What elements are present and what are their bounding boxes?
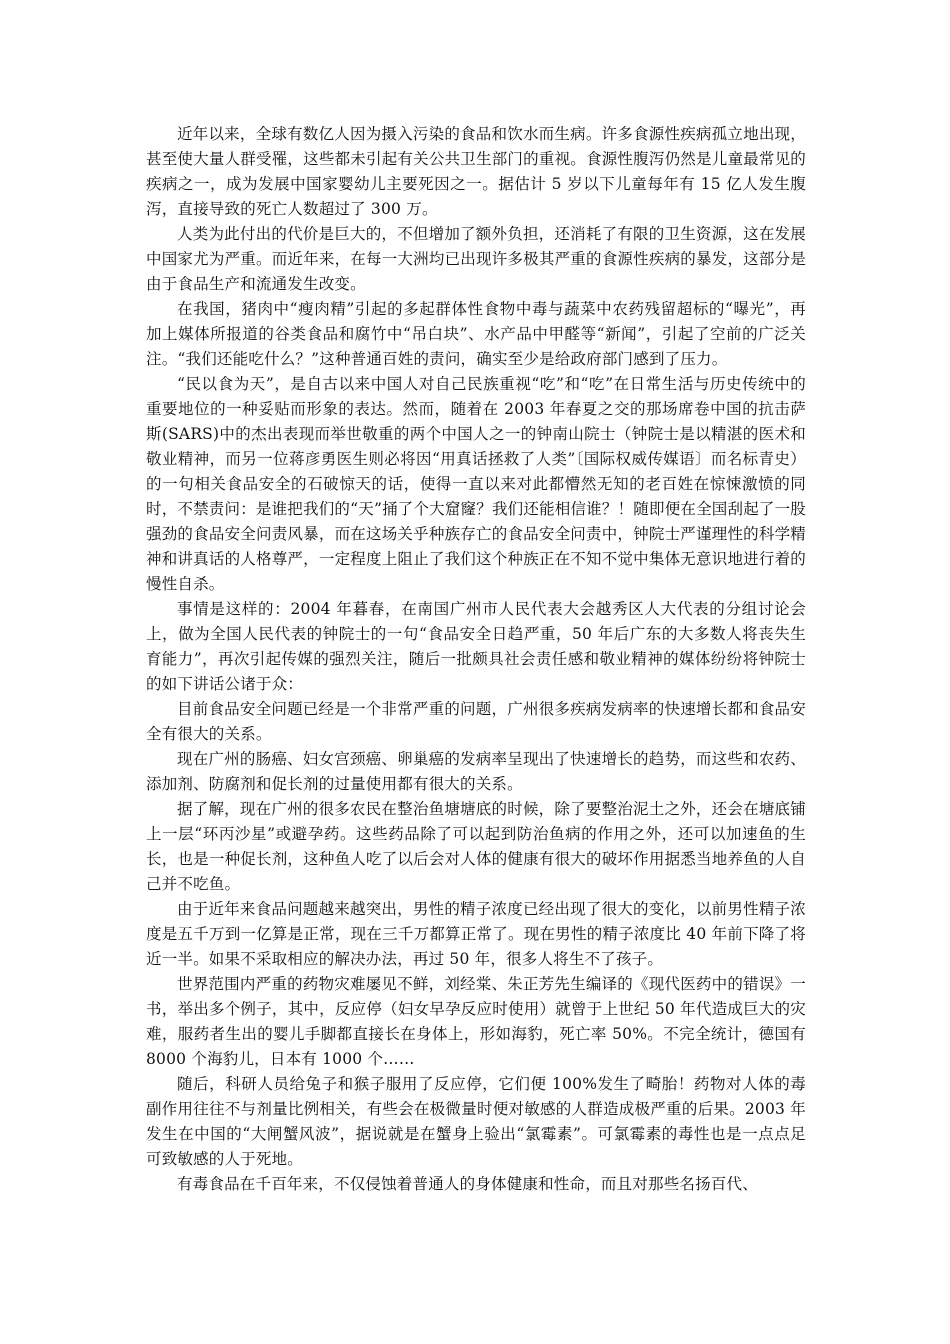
paragraph-5: 事情是这样的：2004 年暮春，在南国广州市人民代表大会越秀区人大代表的分组讨论会上，做为全国人民代表的钟院士的一句“食品安全日趋严重，50 年后广东的大多数人将丧失生育能力”，再次引起传媒的强烈关注，随后一批颇具社会责任感和敬业精神的媒体纷纷将钟院士的如下讲话公诸于众： [146, 600, 806, 693]
paragraph-8: 据了解，现在广州的很多农民在整治鱼塘塘底的时候，除了要整治泥土之外，还会在塘底铺上一层“环丙沙星”或避孕药。这些药品除了可以起到防治鱼病的作用之外，还可以加速鱼的生长，也是一种促长剂，这种鱼人吃了以后会对人体的健康有很大的破坏作用据悉当地养鱼的人自己并不吃鱼。 [146, 800, 806, 893]
paragraph-2: 人类为此付出的代价是巨大的，不但增加了额外负担，还消耗了有限的卫生资源，这在发展中国家尤为严重。而近年来，在每一大洲均已出现许多极其严重的食源性疾病的暴发，这部分是由于食品生产和流通发生改变。 [146, 225, 806, 293]
paragraph-11: 随后，科研人员给兔子和猴子服用了反应停，它们便 100%发生了畸胎！药物对人体的毒副作用往往不与剂量比例相关，有些会在极微量时便对敏感的人群造成极严重的后果。2003 年发生在中国的“大闸蟹风波”，据说就是在蟹身上验出“氯霉素”。可氯霉素的毒性也是一点点足可致敏感的人于死地。 [146, 1075, 806, 1168]
paragraph-3: 在我国，猪肉中“瘦肉精”引起的多起群体性食物中毒与蔬菜中农药残留超标的“曝光”，再加上媒体所报道的谷类食品和腐竹中“吊白块”、水产品中甲醛等“新闻”，引起了空前的广泛关注。“我们还能吃什么？”这种普通百姓的责问，确实至少是给政府部门感到了压力。 [146, 300, 806, 368]
paragraph-9: 由于近年来食品问题越来越突出，男性的精子浓度已经出现了很大的变化，以前男性精子浓度是五千万到一亿算是正常，现在三千万都算正常了。现在男性的精子浓度比 40 年前下降了将近一半。如果不采取相应的解决办法，再过 50 年，很多人将生不了孩子。 [146, 900, 806, 968]
paragraph-12: 有毒食品在千百年来，不仅侵蚀着普通人的身体健康和性命，而且对那些名扬百代、 [177, 1175, 758, 1193]
document-body [146, 122, 806, 1197]
paragraph-7: 现在广州的肠癌、妇女宫颈癌、卵巢癌的发病率呈现出了快速增长的趋势，而这些和农药、添加剂、防腐剂和促长剂的过量使用都有很大的关系。 [146, 750, 806, 793]
paragraph-4: “民以食为天”，是自古以来中国人对自己民族重视“吃”和“吃”在日常生活与历史传统中的重要地位的一种妥贴而形象的表达。然而，随着在 2003 年春夏之交的那场席卷中国的抗击萨斯(SARS)中的杰出表现而举世敬重的两个中国人之一的钟南山院士（钟院士是以精湛的医术和敬业精神，而另一位蒋彦勇医生则必将因“用真话拯救了人类”〔国际权威传媒语〕而名标青史）的一句相关食品安全的石破惊天的话，使得一直以来对此都懵然无知的老百姓在惊悚激愤的同时，不禁责问：是谁把我们的“天”捅了个大窟窿？我们还能相信谁？！随即便在全国刮起了一股强劲的食品安全问责风暴，而在这场关乎种族存亡的食品安全问责中，钟院士严谨理性的科学精神和讲真话的人格尊严，一定程度上阻止了我们这个种族正在不知不觉中集体无意识地进行着的慢性自杀。 [146, 375, 806, 593]
paragraph-1: 近年以来，全球有数亿人因为摄入污染的食品和饮水而生病。许多食源性疾病孤立地出现，甚至使大量人群受罹，这些都未引起有关公共卫生部门的重视。食源性腹泻仍然是儿童最常见的疾病之一，成为发展中国家婴幼儿主要死因之一。据估计 5 岁以下儿童每年有 15 亿人发生腹泻，直接导致的死亡人数超过了 300 万。 [146, 125, 806, 218]
paragraph-10: 世界范围内严重的药物灾难屡见不鲜，刘经棠、朱正芳先生编译的《现代医药中的错误》一书，举出多个例子，其中，反应停（妇女早孕反应时使用）就曾于上世纪 50 年代造成巨大的灾难，服药者生出的婴儿手脚都直接长在身体上，形如海豹，死亡率 50%。不完全统计，德国有 8000 个海豹儿，日本有 1000 个…… [146, 975, 806, 1068]
paragraph-6: 目前食品安全问题已经是一个非常严重的问题，广州很多疾病发病率的快速增长都和食品安全有很大的关系。 [146, 700, 806, 743]
